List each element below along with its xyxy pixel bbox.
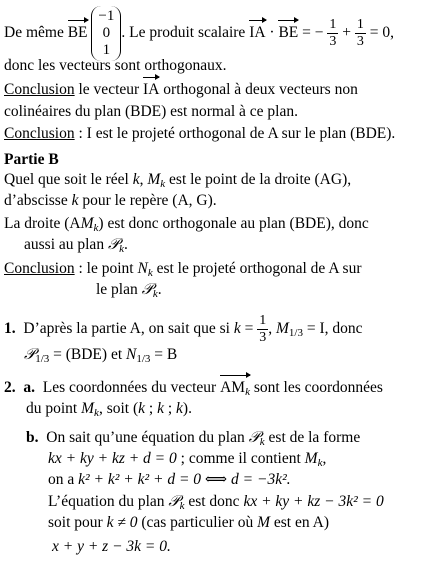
var: 𝒫: [141, 281, 153, 298]
vector-text: AM: [220, 379, 246, 396]
text: = B: [150, 346, 178, 363]
line-21: [48, 513, 329, 533]
vector-be: BE: [67, 24, 88, 42]
line-11: [4, 259, 362, 283]
text: De même: [4, 24, 64, 42]
text: , soit (: [98, 400, 139, 417]
conclusion-label: Conclusion: [4, 81, 75, 98]
item-number: 2.: [4, 379, 16, 396]
var: k: [132, 171, 140, 188]
subscript: k: [245, 386, 250, 398]
subscript: k: [160, 178, 166, 190]
text: pour le repère (A, G).: [78, 192, 217, 209]
text: ,: [139, 171, 148, 188]
text: On sait qu’une équation du plan: [46, 429, 249, 446]
text: Quel que soit le réel: [4, 171, 133, 188]
vector-ia: IA: [249, 24, 266, 42]
line-1: [4, 6, 394, 61]
var: N: [137, 260, 148, 277]
text: (cas particulier où: [137, 514, 258, 531]
text: est le point de la droite (AG),: [165, 171, 352, 188]
text: orthogonal à deux vecteurs non: [163, 81, 358, 98]
numerator: 1: [329, 17, 337, 32]
text: L’équation du plan: [48, 493, 169, 510]
sub-item-label: b.: [26, 429, 39, 446]
text: aussi au plan: [24, 236, 108, 253]
text: ).: [182, 400, 192, 417]
line-14: [24, 345, 177, 369]
text: donc les vecteurs sont orthogonaux.: [4, 57, 227, 74]
text: =: [240, 320, 258, 338]
equation: kx + ky + kz − 3k² = 0: [243, 493, 384, 510]
line-5: [4, 124, 395, 144]
text: est en A): [270, 514, 329, 531]
column-vector: [91, 6, 121, 61]
var: M: [304, 450, 318, 467]
text: ;: [163, 400, 177, 417]
conclusion-label: Conclusion: [4, 125, 75, 142]
text: soit pour: [48, 514, 107, 531]
denominator: 3: [356, 34, 364, 49]
text: sont les coordonnées: [249, 379, 383, 396]
dot-operator: ·: [269, 24, 275, 42]
text: D’après la partie A, on sait que si: [23, 320, 234, 338]
vector-be: BE: [278, 24, 299, 42]
var: M: [147, 171, 161, 188]
matrix-entry: −1: [98, 8, 115, 24]
subscript: k: [147, 267, 153, 279]
text: = I, donc: [302, 320, 363, 338]
subscript: k: [94, 407, 99, 419]
numerator: 1: [356, 17, 364, 32]
var: 𝒫: [107, 236, 120, 253]
text: on a: [48, 471, 79, 488]
fraction: [327, 17, 338, 50]
text: = 0,: [369, 24, 395, 42]
var: M: [81, 400, 95, 417]
subscript: 1/3: [136, 353, 151, 365]
text: .: [157, 281, 162, 298]
line-10: [24, 235, 128, 259]
var: 𝒫: [168, 493, 180, 510]
fraction: [257, 313, 268, 346]
subscript: k: [179, 500, 185, 512]
text: La droite (A: [4, 215, 81, 232]
subscript: k: [152, 288, 158, 300]
var: k: [157, 400, 164, 417]
text: Les coordonnées du vecteur: [42, 379, 221, 396]
matrix-entry: 0: [102, 25, 111, 41]
text: est donc: [184, 493, 244, 510]
denominator: 3: [329, 34, 337, 49]
subscript: 1/3: [288, 327, 303, 340]
matrix-entry: 1: [102, 42, 111, 58]
text: : le point: [74, 260, 138, 277]
var: k: [71, 192, 79, 209]
text: est de la forme: [264, 429, 361, 446]
text: colinéaires du plan (BDE) est normal à ce plan.: [4, 103, 298, 120]
text: ) est donc orthogonale au plan (BDE), donc: [98, 215, 369, 232]
text: .: [124, 236, 128, 253]
vector-ia: IA: [143, 81, 160, 98]
line-19: [48, 470, 291, 490]
var: M: [257, 514, 271, 531]
var: M: [276, 320, 289, 338]
subscript: k: [317, 457, 323, 469]
line-12: [96, 280, 162, 304]
heading-text: Partie B: [4, 151, 59, 168]
text: +: [342, 24, 352, 42]
var: 𝒫: [24, 346, 36, 363]
text: est le projeté orthogonal de A sur: [152, 260, 362, 277]
fraction: [355, 17, 366, 50]
subscript: k: [93, 222, 99, 234]
item-number: 1.: [4, 320, 16, 338]
line-3: [4, 80, 358, 100]
text: ; comme il contient: [176, 450, 305, 467]
line-4: [4, 102, 298, 122]
equation: k² + k² + k² + d = 0 ⟺ d = −3k².: [78, 471, 291, 488]
text: ,: [322, 450, 327, 467]
section-heading: [4, 150, 59, 170]
text: = (BDE) et: [49, 346, 127, 363]
text: = −: [302, 24, 324, 42]
line-13: [4, 313, 363, 346]
text: d’abscisse: [4, 192, 72, 209]
conclusion-label: Conclusion: [4, 260, 75, 277]
numerator: 1: [259, 313, 267, 328]
vector-amk: [220, 378, 250, 402]
equation: kx + ky + kz + d = 0: [48, 450, 177, 467]
text: le vecteur: [78, 81, 140, 98]
subscript: k: [119, 243, 125, 255]
var: N: [126, 346, 137, 363]
text: . Le produit scalaire: [121, 24, 246, 42]
subscript: k: [259, 436, 265, 448]
var: 𝒫: [248, 429, 260, 446]
var: M: [80, 215, 94, 232]
line-2: [4, 56, 227, 76]
denominator: 3: [259, 330, 267, 345]
text: ,: [268, 320, 276, 338]
text: ;: [145, 400, 158, 417]
line-22: [52, 537, 171, 557]
equation: x + y + z − 3k = 0.: [52, 538, 171, 555]
sub-item-label: a.: [23, 379, 35, 396]
var: k: [138, 400, 146, 417]
var: k: [176, 400, 183, 417]
text: le plan: [96, 281, 142, 298]
line-16: [26, 399, 192, 423]
text: du point: [26, 400, 82, 417]
text: : I est le projeté orthogonal de A sur le plan (BDE).: [74, 125, 396, 142]
line-8: [4, 191, 217, 211]
subscript: 1/3: [35, 353, 50, 365]
var: k ≠ 0: [106, 514, 138, 531]
var: k: [233, 320, 241, 338]
